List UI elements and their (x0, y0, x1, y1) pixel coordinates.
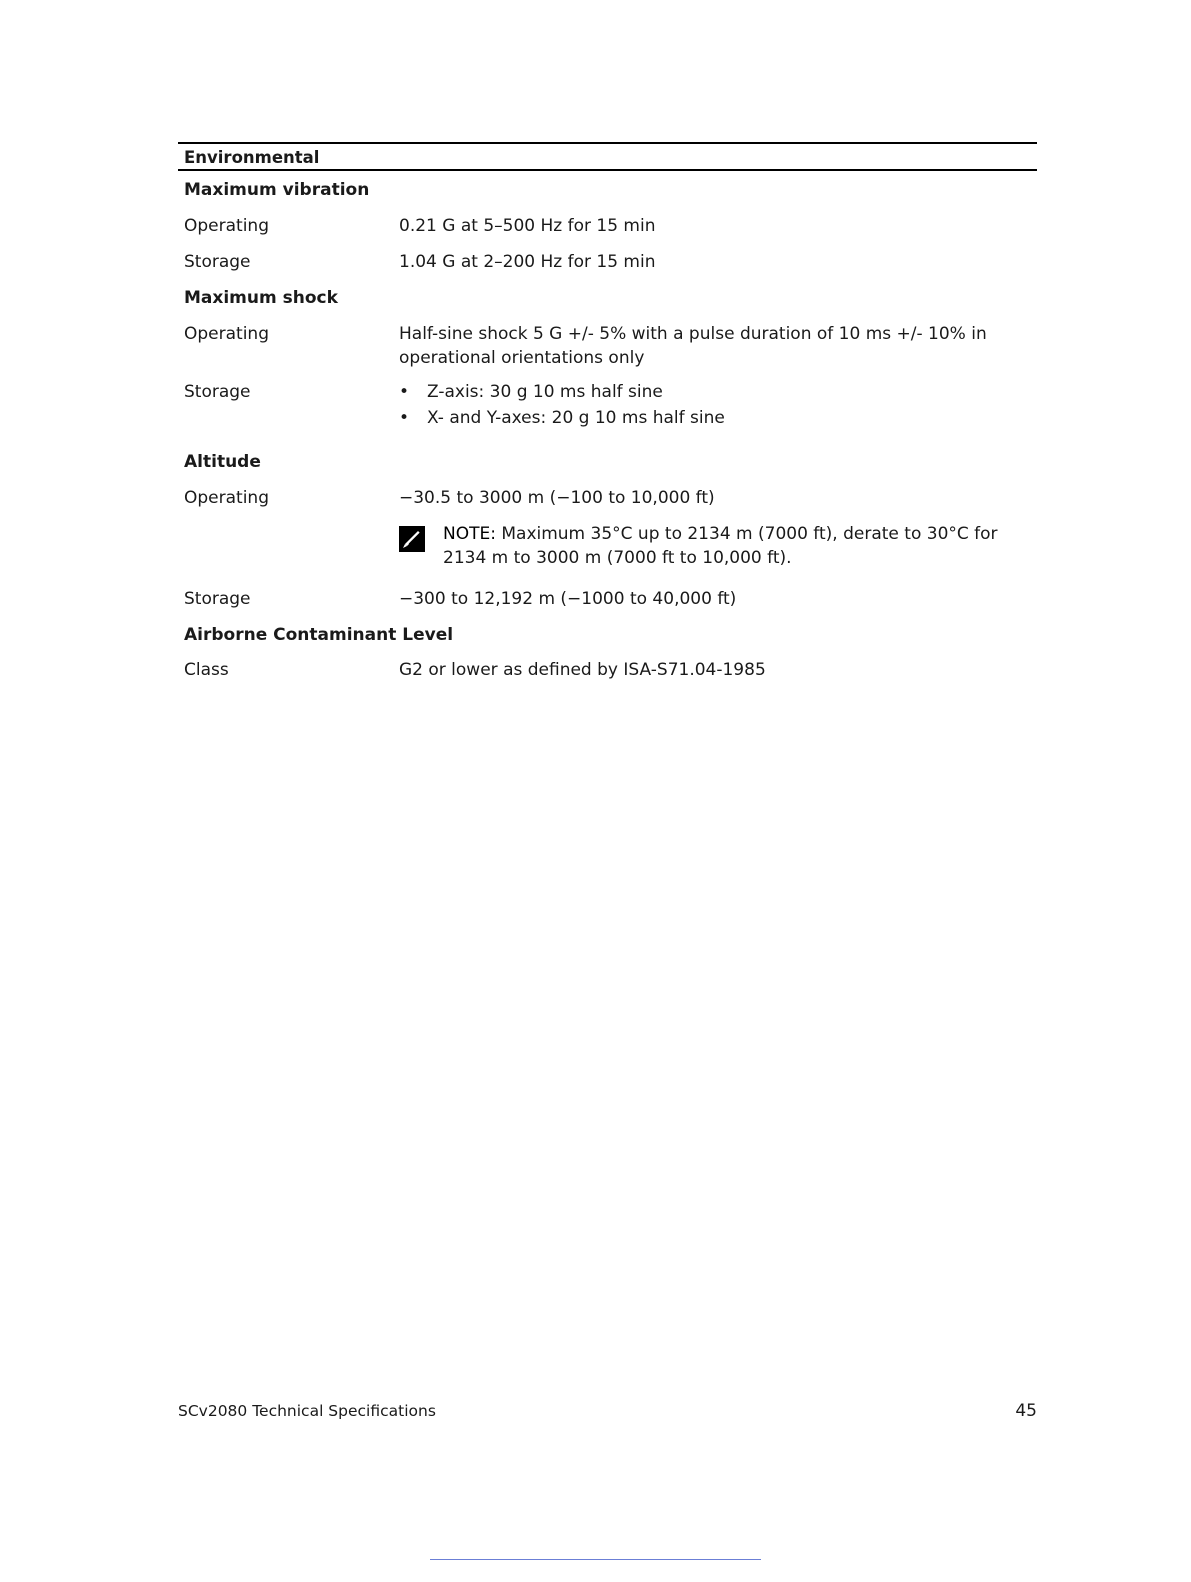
section-title-shock: Maximum shock (184, 288, 338, 308)
bullet-text: Z-axis: 30 g 10 ms half sine (427, 382, 663, 402)
table-header-title: Environmental (184, 148, 320, 167)
pencil-note-icon (399, 526, 425, 552)
row-label: Operating (184, 324, 269, 344)
row-label: Storage (184, 252, 251, 272)
section-title-vibration: Maximum vibration (184, 180, 370, 200)
row-label: Class (184, 660, 229, 680)
divider (430, 1559, 761, 1560)
note-label: NOTE: (443, 524, 496, 544)
list-item (399, 405, 1039, 431)
table-header (178, 142, 1037, 171)
page-number: 45 (1015, 1401, 1037, 1421)
environmental-spec-table (178, 142, 1037, 680)
row-value: G2 or lower as defined by ISA-S71.04-1985 (399, 660, 766, 680)
row-value: 1.04 G at 2–200 Hz for 15 min (399, 252, 656, 272)
row-label: Operating (184, 488, 269, 508)
row-label: Storage (184, 382, 251, 402)
row-value: Half-sine shock 5 G +/- 5% with a pulse duration of 10 ms +/- 10% in operational orientations only (399, 324, 987, 368)
row-value: −300 to 12,192 m (−1000 to 40,000 ft) (399, 589, 737, 609)
row-label: Storage (184, 589, 251, 609)
section-title-contaminant: Airborne Contaminant Level (184, 625, 454, 645)
section-title-altitude: Altitude (184, 452, 261, 472)
bullet-icon: • (399, 408, 410, 428)
row-label: Operating (184, 216, 269, 236)
note-text (443, 522, 1043, 570)
footer-document-title: SCv2080 Technical Specifications (178, 1402, 436, 1420)
note-body: Maximum 35°C up to 2134 m (7000 ft), derate to 30°C for 2134 m to 3000 m (7000 ft to 10,000 ft). (443, 524, 998, 568)
row-value: −30.5 to 3000 m (−100 to 10,000 ft) (399, 488, 715, 508)
row-value: 0.21 G at 5–500 Hz for 15 min (399, 216, 656, 236)
bullet-list (399, 379, 1039, 431)
bullet-icon: • (399, 382, 410, 402)
list-item (399, 379, 1039, 405)
bullet-text: X- and Y-axes: 20 g 10 ms half sine (427, 408, 725, 428)
